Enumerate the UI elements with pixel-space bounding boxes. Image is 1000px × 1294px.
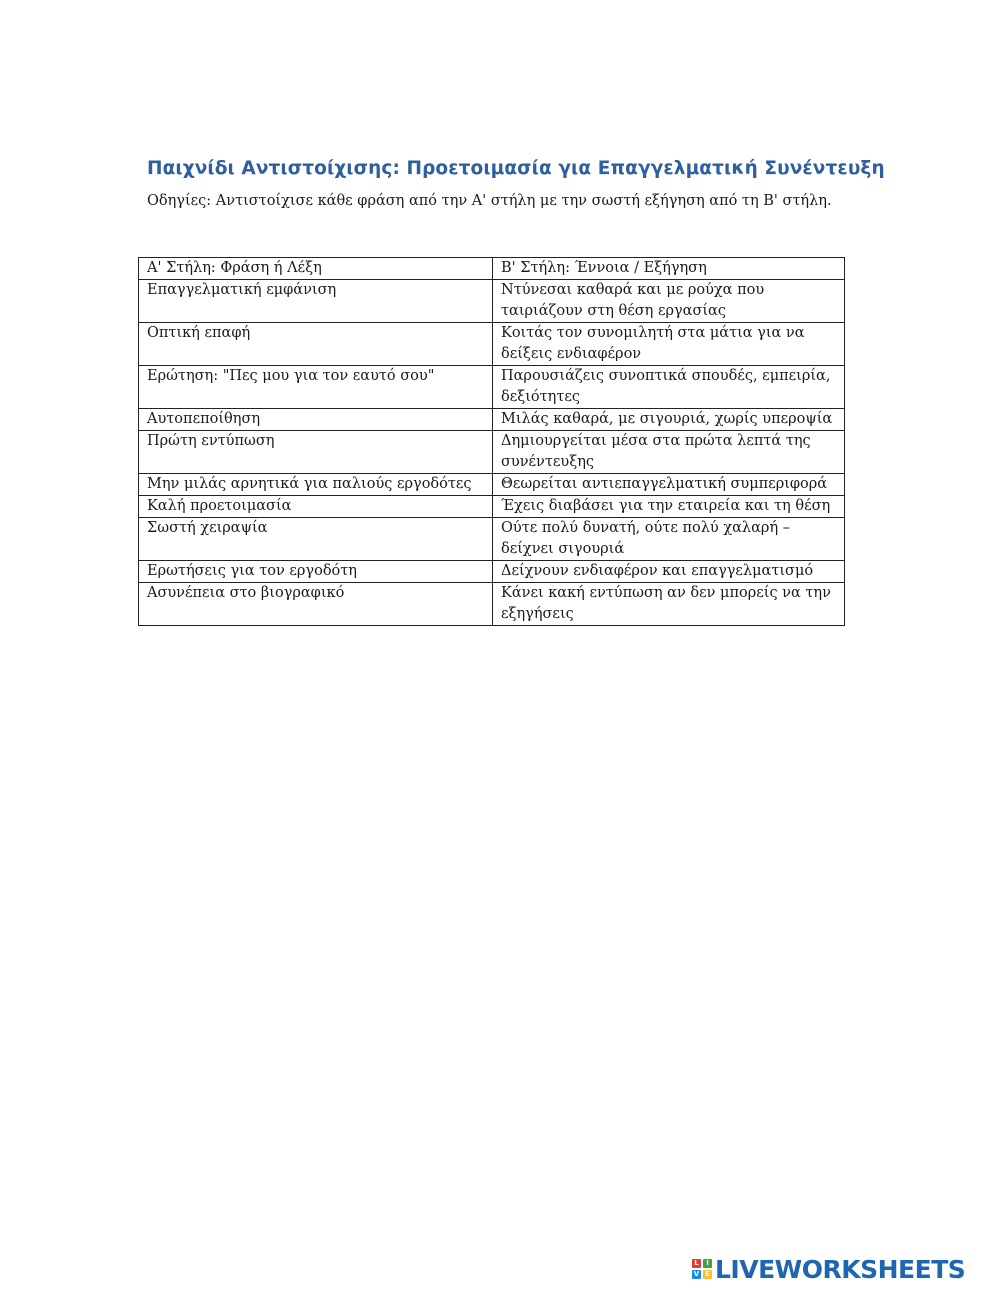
matching-table <box>138 257 845 626</box>
logo-mark-letter: E <box>703 1270 712 1279</box>
table-row <box>139 496 845 518</box>
column-b-header: Β' Στήλη: Έννοια / Εξήγηση <box>493 258 845 280</box>
table-row <box>139 323 845 366</box>
meaning-cell: Ντύνεσαι καθαρά και με ρούχα που ταιριάζουν στη θέση εργασίας <box>493 280 845 323</box>
phrase-cell: Ερωτήσεις για τον εργοδότη <box>139 561 493 583</box>
logo-mark-letter: V <box>693 1270 700 1278</box>
phrase-cell: Οπτική επαφή <box>139 323 493 366</box>
column-a-header: Α' Στήλη: Φράση ή Λέξη <box>139 258 493 280</box>
logo-mark-letter: I <box>703 1259 712 1268</box>
logo-mark-letter: L <box>692 1259 701 1268</box>
meaning-cell: Ούτε πολύ δυνατή, ούτε πολύ χαλαρή – δείχνει σιγουριά <box>493 518 845 561</box>
phrase-cell: Σωστή χειραψία <box>139 518 493 561</box>
logo-mark-icon <box>692 1259 712 1279</box>
phrase-cell: Αυτοπεποίθηση <box>139 409 493 431</box>
meaning-cell: Δημιουργείται μέσα στα πρώτα λεπτά της συνέντευξης <box>493 431 845 474</box>
phrase-cell: Καλή προετοιμασία <box>139 496 493 518</box>
table-row <box>139 518 845 561</box>
worksheet-title: Παιχνίδι Αντιστοίχισης: Προετοιμασία για Επαγγελματική Συνέντευξη <box>147 158 885 179</box>
meaning-cell: Δείχνουν ενδιαφέρον και επαγγελματισμό <box>493 561 845 583</box>
table-row <box>139 474 845 496</box>
table-row <box>139 409 845 431</box>
instructions-text: Οδηγίες: Αντιστοίχισε κάθε φράση από την Α' στήλη με την σωστή εξήγηση από τη Β' στήλη. <box>147 193 832 209</box>
table-header-row <box>139 258 845 280</box>
phrase-cell: Επαγγελματική εμφάνιση <box>139 280 493 323</box>
meaning-cell: Μιλάς καθαρά, με σιγουριά, χωρίς υπεροψία <box>493 409 845 431</box>
meaning-cell: Έχεις διαβάσει για την εταιρεία και τη θέση <box>493 496 845 518</box>
meaning-cell: Παρουσιάζεις συνοπτικά σπουδές, εμπειρία, δεξιότητες <box>493 366 845 409</box>
phrase-cell: Πρώτη εντύπωση <box>139 431 493 474</box>
table-row <box>139 431 845 474</box>
phrase-cell: Ερώτηση: "Πες μου για τον εαυτό σου" <box>139 366 493 409</box>
table-row <box>139 561 845 583</box>
meaning-cell: Κάνει κακή εντύπωση αν δεν μπορείς να την εξηγήσεις <box>493 583 845 626</box>
table-row <box>139 280 845 323</box>
table-row <box>139 366 845 409</box>
phrase-cell: Μην μιλάς αρνητικά για παλιούς εργοδότες <box>139 474 493 496</box>
meaning-cell: Κοιτάς τον συνομιλητή στα μάτια για να δείξεις ενδιαφέρον <box>493 323 845 366</box>
table-row <box>139 583 845 626</box>
logo-text: LIVEWORKSHEETS <box>715 1254 966 1284</box>
liveworksheets-logo <box>692 1254 965 1284</box>
phrase-cell: Ασυνέπεια στο βιογραφικό <box>139 583 493 626</box>
meaning-cell: Θεωρείται αντιεπαγγελματική συμπεριφορά <box>493 474 845 496</box>
